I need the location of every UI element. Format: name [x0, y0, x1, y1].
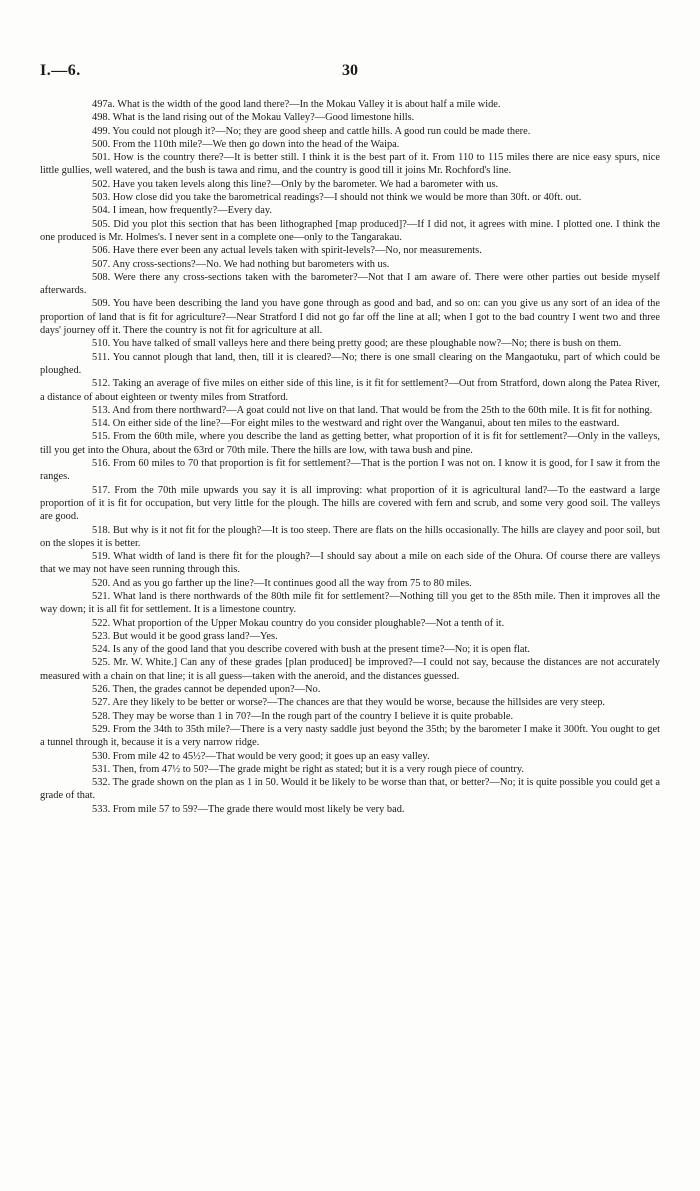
- testimony-paragraph: 510. You have talked of small valleys here and there being pretty good; are these ploughable now?—No; there is bush on them.: [92, 338, 622, 350]
- testimony-paragraph: 518. But why is it not fit for the plough?—It is too steep. There are flats on the hills occasionally. The hills are clayey and poor soil, but on the slopes it is better.: [40, 524, 660, 549]
- testimony-paragraph: 530. From mile 42 to 45½?—That would be very good; it goes up an easy valley.: [92, 750, 430, 762]
- testimony-paragraph: 521. What land is there northwards of the 80th mile fit for settlement?—Nothing till you get to the 85th mile. Then it improves all the way down; it is all fit for settlement. It is a limestone country.: [40, 590, 660, 616]
- testimony-paragraph: 531. Then, from 47½ to 50?—The grade might be right as stated; but it is a very rough piece of country.: [92, 763, 524, 775]
- testimony-paragraph: 520. And as you go farther up the line?—It continues good all the way from 75 to 80 miles.: [92, 577, 472, 589]
- testimony-paragraph: 500. From the 110th mile?—We then go down into the head of the Waipa.: [92, 138, 400, 150]
- testimony-paragraph: 525. Mr. W. White.] Can any of these grades [plan produced] be improved?—I could not say, because the distances are not accurately measured with a chain on that line; it is all guess—taken with the aneroid, and the distances guessed.: [40, 657, 660, 682]
- testimony-paragraph: 511. You cannot plough that land, then, till it is cleared?—No; there is one small clearing on the Mangaotuku, part of which could be ploughed.: [40, 351, 660, 376]
- testimony-paragraph: 509. You have been describing the land you have gone through as good and bad, and so on: can you give us any sort of an idea of the proportion of land that is fit for agriculture?—Near Stratford I did not go far off the line at all; when I got to the bad country I went two and three days' journey off it. There the country is not fit for agriculture at all.: [40, 298, 660, 337]
- testimony-paragraph: 507. Any cross-sections?—No. We had nothing but barometers with us.: [92, 258, 390, 270]
- testimony-paragraph: 514. On either side of the line?—For eight miles to the westward and right over the Wanganui, about ten miles to the eastward.: [92, 418, 620, 430]
- testimony-paragraph: 526. Then, the grades cannot be depended upon?—No.: [92, 684, 321, 696]
- page-header: [40, 62, 660, 84]
- document-body: [40, 98, 660, 816]
- testimony-paragraph: 528. They may be worse than 1 in 70?—In the rough part of the country I believe it is quite probable.: [92, 710, 514, 722]
- testimony-paragraph: 515. From the 60th mile, where you describe the land as getting better, what proportion of it is fit for settlement?—Only in the valleys, till you get into the Ohura, about the 63rd or 70th mile. There the hills are low, with tawa bush and pine.: [40, 431, 660, 456]
- testimony-paragraph: 497a. What is the width of the good land there?—In the Mokau Valley it is about half a mile wide.: [92, 99, 501, 110]
- testimony-paragraph: 512. Taking an average of five miles on either side of this line, is it fit for settlement?—Out from Stratford, down along the Patea River, a distance of about eighteen or twenty miles from Stratford.: [40, 378, 660, 403]
- testimony-paragraph: 524. Is any of the good land that you describe covered with bush at the present time?—No; it is open flat.: [92, 644, 531, 656]
- testimony-paragraph: 498. What is the land rising out of the Mokau Valley?—Good limestone hills.: [92, 112, 415, 124]
- testimony-paragraph: 522. What proportion of the Upper Mokau country do you consider ploughable?—Not a tenth of it.: [92, 617, 505, 629]
- testimony-paragraph: 532. The grade shown on the plan as 1 in 50. Would it be likely to be worse than that, or better?—No; it is quite possible you could get a grade of that.: [40, 777, 660, 802]
- testimony-paragraph: 519. What width of land is there fit for the plough?—I should say about a mile on each side of the Ohura. Of course there are valleys that we may not have seen running through this.: [40, 551, 660, 576]
- page-number: 30: [342, 62, 358, 79]
- testimony-paragraph: 516. From 60 miles to 70 that proportion is fit for settlement?—That is the portion I was not on. I know it is good, for I saw it from the ranges.: [40, 458, 660, 483]
- testimony-paragraph: 523. But would it be good grass land?—Yes.: [92, 630, 278, 642]
- testimony-paragraph: 533. From mile 57 to 59?—The grade there would most likely be very bad.: [92, 803, 405, 815]
- testimony-paragraph: 505. Did you plot this section that has been lithographed [map produced]?—If I did not, it agrees with mine. I plotted one. I think the one produced is Mr. Holmes's. I never sent in a complete one—only to the Tangarakau.: [40, 218, 660, 243]
- testimony-paragraph: 517. From the 70th mile upwards you say it is all improving: what proportion of it is agricultural land?—To the eastward a large proportion of it is fit for occupation, but very little for the plough. The hills are covered with fern and scrub, and some very good soil. The valleys are good.: [40, 484, 660, 523]
- testimony-paragraph: 501. How is the country there?—It is better still. I think it is the best part of it. From 110 to 115 miles there are nice easy spurs, nice little gullies, well watered, and the bush is tawa and rimu, and the country is good till it joins Mr. Rochford's line.: [40, 152, 660, 177]
- testimony-paragraph: 503. How close did you take the barometrical readings?—I should not think we would be more than 30ft. or 40ft. out.: [92, 192, 582, 204]
- testimony-paragraph: 506. Have there ever been any actual levels taken with spirit-levels?—No, nor measurements.: [92, 245, 482, 257]
- testimony-paragraph: 513. And from there northward?—A goat could not live on that land. That would be from the 25th to the 60th mile. It is fit for nothing.: [92, 404, 653, 416]
- document-reference: I.—6.: [40, 62, 81, 79]
- testimony-paragraph: 502. Have you taken levels along this line?—Only by the barometer. We had a barometer with us.: [92, 178, 499, 190]
- testimony-paragraph: 527. Are they likely to be better or worse?—The chances are that they would be worse, because the hillsides are very steep.: [92, 697, 605, 709]
- testimony-paragraph: 499. You could not plough it?—No; they are good sheep and cattle hills. A good run could be made there.: [92, 125, 531, 137]
- testimony-paragraph: 504. I imean, how frequently?—Every day.: [92, 205, 272, 217]
- testimony-paragraph: 508. Were there any cross-sections taken with the barometer?—Not that I am aware of. There were other parties out beside myself afterwards.: [40, 271, 660, 297]
- testimony-paragraph: 529. From the 34th to 35th mile?—There is a very nasty saddle just beyond the 35th; by the barometer I make it 300ft. You ought to get a tunnel through it, because it is a very narrow ridge.: [40, 723, 660, 749]
